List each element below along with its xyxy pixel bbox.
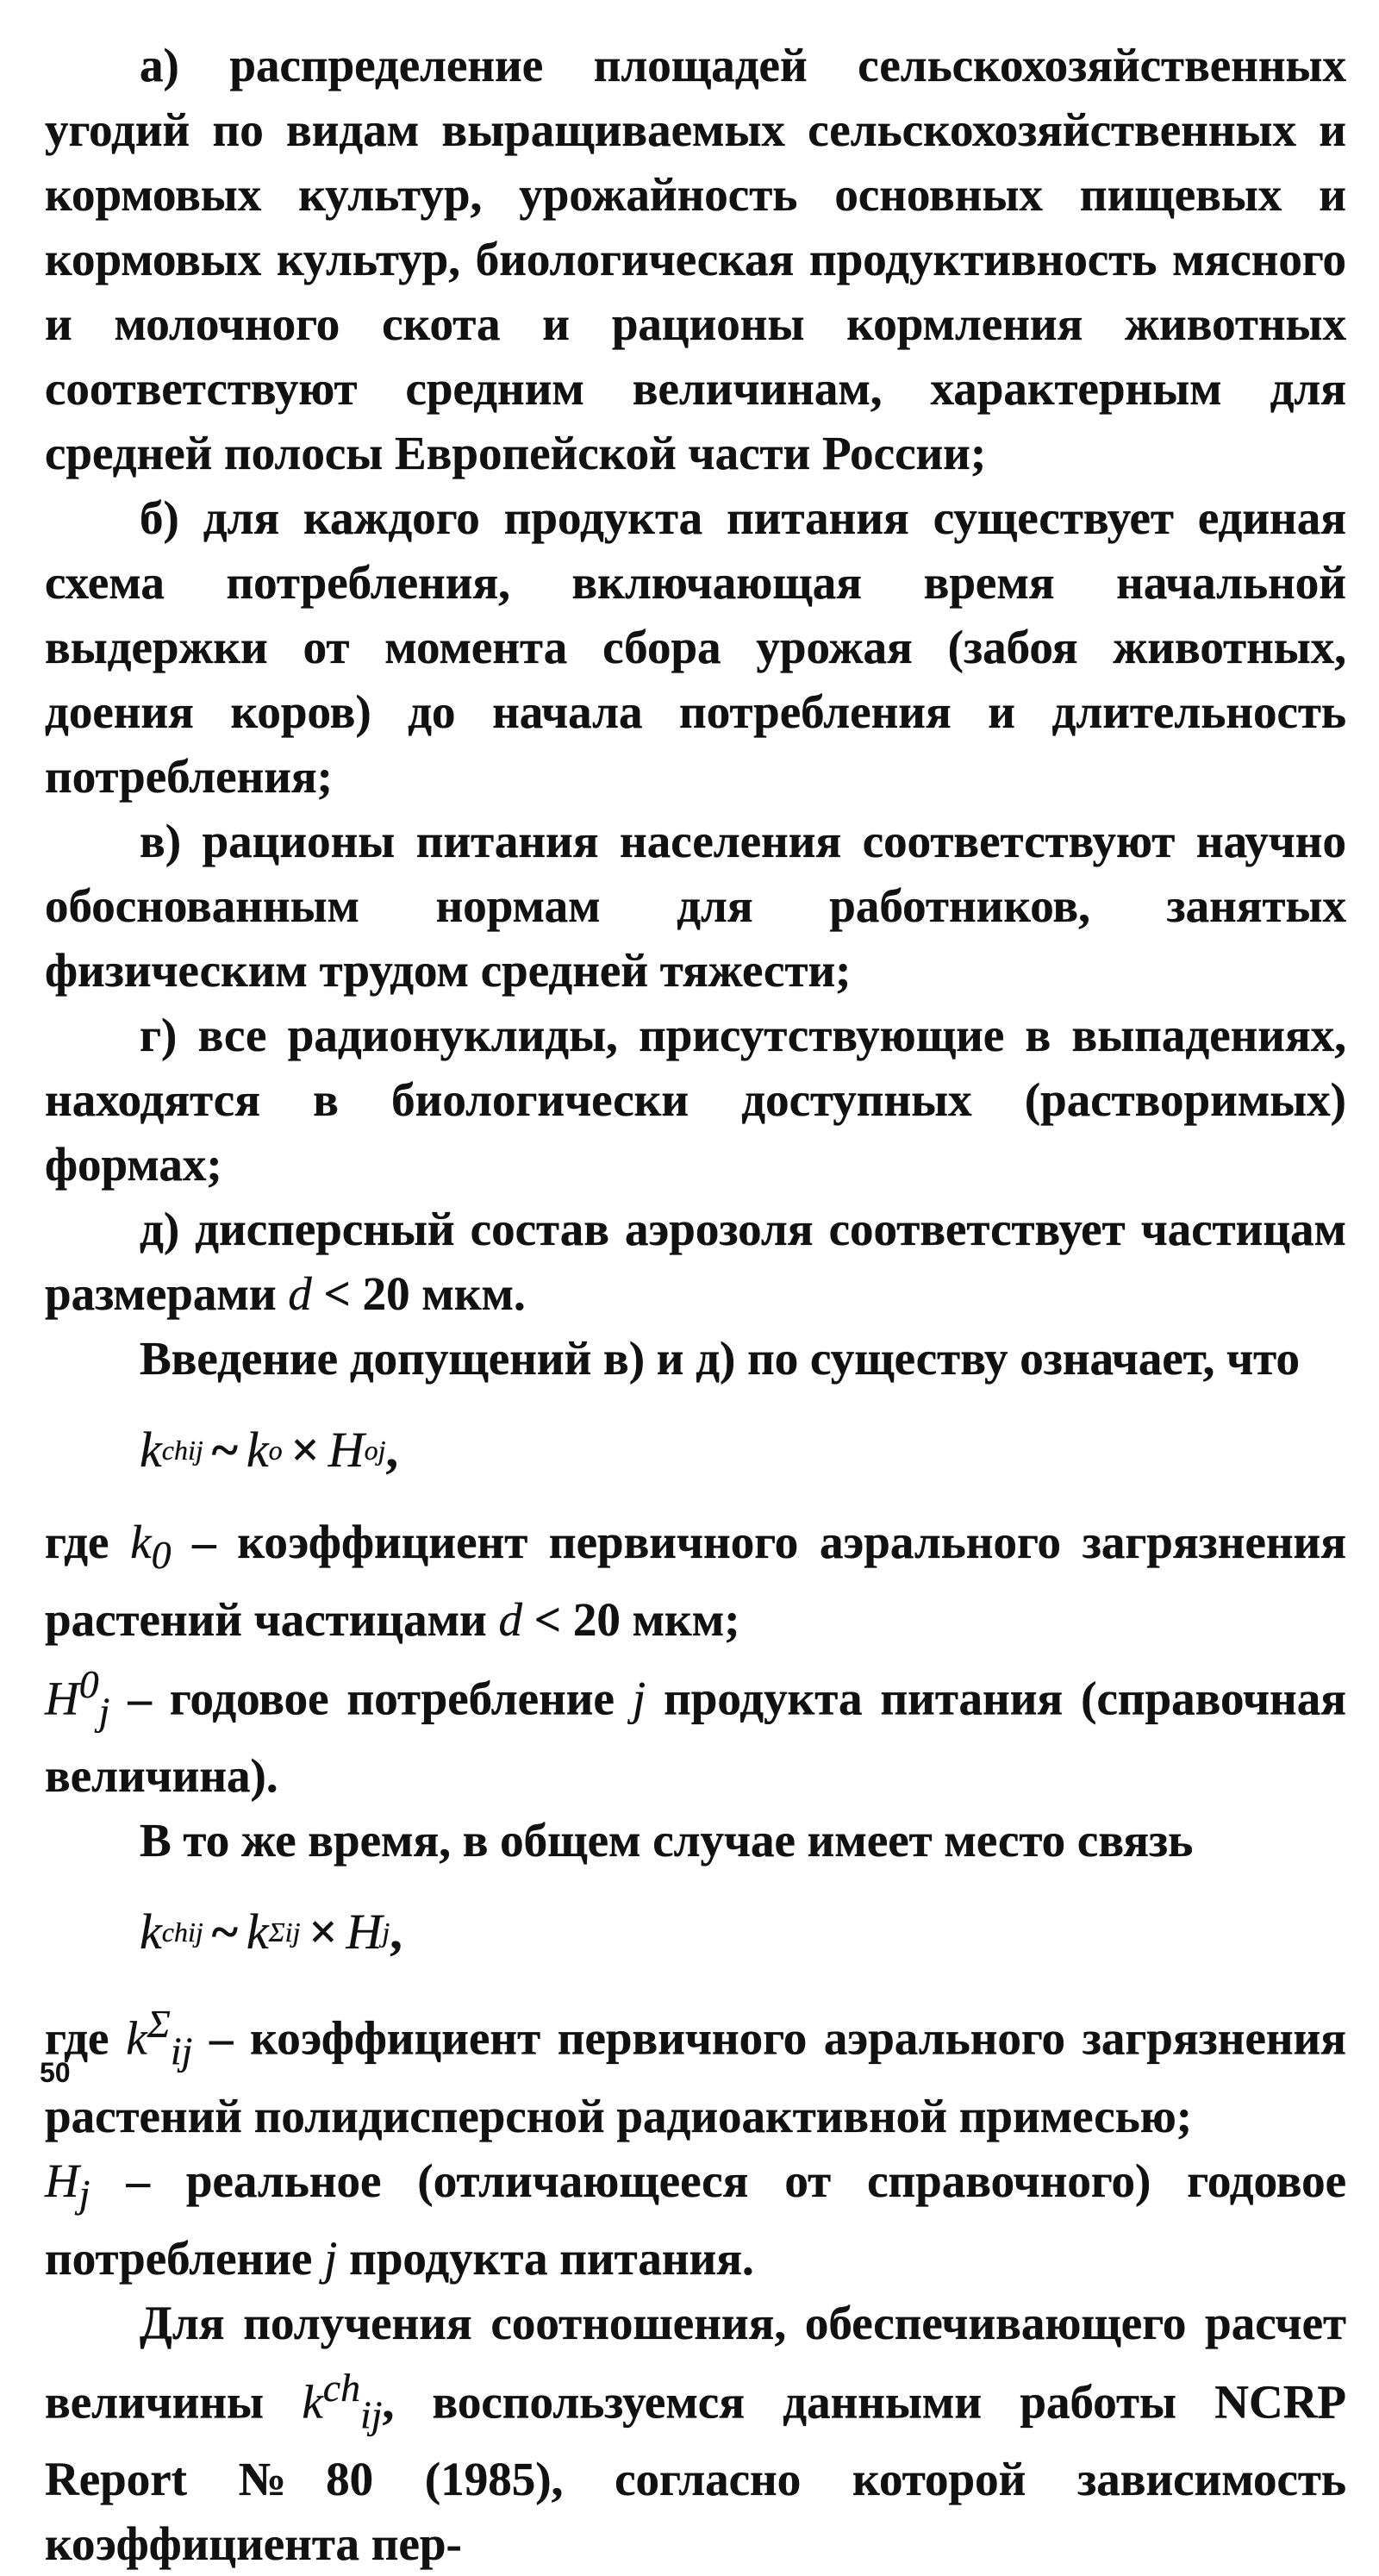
formula2-h-sub: j — [382, 1916, 390, 1948]
formula2-k: k — [246, 1904, 269, 1960]
formula1-h-sub: j — [378, 1435, 386, 1466]
def-k0-end: < 20 мкм; — [521, 1593, 740, 1646]
formula2-lhs-sup: ch — [161, 1916, 188, 1948]
formula-2 — [45, 1873, 1346, 1991]
paragraph-g: г) все радионуклиды, присутствующие в выпадениях, находятся в биологически доступных (растворимых) формах; — [45, 1009, 1346, 1191]
paragraph-a: а) распределение площадей сельскохозяйственных угодий по видам выращиваемых сельскохозяйственных и кормовых культур, урожайность основных пищевых и кормовых культур, биологическая продуктивность мясного и молочного скота и рационы кормления животных соответствуют средним величинам, характерным для средней полосы Европейской части России; — [45, 39, 1346, 479]
definition-h0 — [45, 1652, 1346, 1808]
paragraph-v: в) рационы питания населения соответствуют научно обоснованным нормам для работников, занятых физическим трудом средней тяжести; — [45, 815, 1346, 997]
final-symbol-sub: ij — [360, 2392, 383, 2436]
def-h-text-b: продукта питания. — [337, 2231, 754, 2285]
formula1-lhs-sup: ch — [161, 1435, 188, 1466]
intro-paragraph-2: В то же время, в общем случае имеет место связь — [140, 1814, 1194, 1867]
def-ksum-symbol: k — [126, 2011, 147, 2065]
formula1-tilde: ~ — [211, 1422, 238, 1478]
formula2-tilde: ~ — [211, 1904, 238, 1960]
definition-h — [45, 2148, 1346, 2291]
def-h0-text-a: – годовое потребление — [109, 1672, 633, 1725]
def-h0-symbol: H — [45, 1672, 79, 1725]
final-symbol-sup: ch — [322, 2365, 360, 2410]
paragraph-d-text: д) дисперсный состав аэрозоля соответствует частицам размерами — [45, 1203, 1346, 1320]
formula2-k-sub: ij — [284, 1916, 301, 1948]
def-h-symbol-sub: j — [78, 2171, 90, 2216]
final-text-a: Для получения соотношения, обеспечивающего расчет величины — [45, 2296, 1346, 2428]
def-h0-var-j: j — [632, 1672, 646, 1725]
paragraph-d-end: < 20 мкм. — [311, 1267, 526, 1320]
def-ksum-text: – коэффициент первичного аэрального загрязнения растений полидисперсной радиоактивной примесью; — [45, 2011, 1346, 2142]
page-number: 50 — [40, 2057, 71, 2088]
def-ksum-symbol-sub: ij — [170, 2029, 193, 2073]
final-symbol: k — [302, 2374, 323, 2428]
paragraph-d — [45, 1197, 1346, 1326]
formula1-h-sup: o — [364, 1435, 378, 1466]
formula1-comma: , — [385, 1422, 398, 1478]
def-k0-prefix: где — [45, 1516, 131, 1568]
formula2-lhs-sub: ij — [187, 1916, 203, 1948]
formula2-k-sup: Σ — [268, 1916, 285, 1948]
formula1-k0: k — [246, 1422, 269, 1478]
definition-k-sigma — [45, 1991, 1346, 2148]
def-h-symbol: H — [45, 2154, 79, 2207]
formula1-k0-sub: o — [268, 1435, 283, 1466]
formula1-times: × — [290, 1422, 320, 1478]
def-k0-var-d: d — [498, 1593, 522, 1646]
def-h0-symbol-sup: 0 — [78, 1662, 99, 1706]
formula2-times: × — [309, 1904, 338, 1960]
formula2-h: H — [346, 1904, 383, 1960]
final-text-b: , воспользуемся данными работы NCRP Report №80 (1985), согласно которой зависимость коэффициента пер- — [45, 2374, 1347, 2570]
def-k0-symbol: k — [130, 1516, 152, 1568]
def-h0-symbol-sub: j — [98, 1689, 110, 1734]
paragraph-b: б) для каждого продукта питания существует единая схема потребления, включающая время начальной выдержки от момента сбора урожая (забоя животных, доения коров) до начала потребления и длительность потребления; — [45, 491, 1346, 803]
body-text — [45, 33, 1346, 2576]
def-h-var-j: j — [324, 2231, 338, 2285]
def-h-text-a: – реальное (отличающееся от справочного) годовое потребление — [45, 2154, 1346, 2285]
formula2-comma: , — [390, 1904, 402, 1960]
var-d: d — [288, 1267, 312, 1320]
formula1-lhs-sub: ij — [187, 1435, 203, 1466]
def-k0-symbol-sub: 0 — [151, 1533, 172, 1577]
def-h0-text-b: продукта питания (справочная величина). — [45, 1672, 1347, 1803]
intro-paragraph-1: Введение допущений в) и д) по существу означает, что — [140, 1332, 1300, 1385]
definition-k0 — [45, 1510, 1346, 1652]
def-ksum-symbol-sup: Σ — [147, 2002, 171, 2047]
formula1-lhs: k — [140, 1422, 162, 1478]
formula1-h: H — [328, 1422, 365, 1478]
final-paragraph — [45, 2291, 1346, 2576]
def-ksum-prefix: где — [45, 2011, 127, 2065]
formula2-lhs: k — [140, 1904, 162, 1960]
formula-1 — [45, 1391, 1346, 1510]
def-k0-text: – коэффициент первичного аэрального загрязнения растений частицами — [45, 1516, 1346, 1646]
